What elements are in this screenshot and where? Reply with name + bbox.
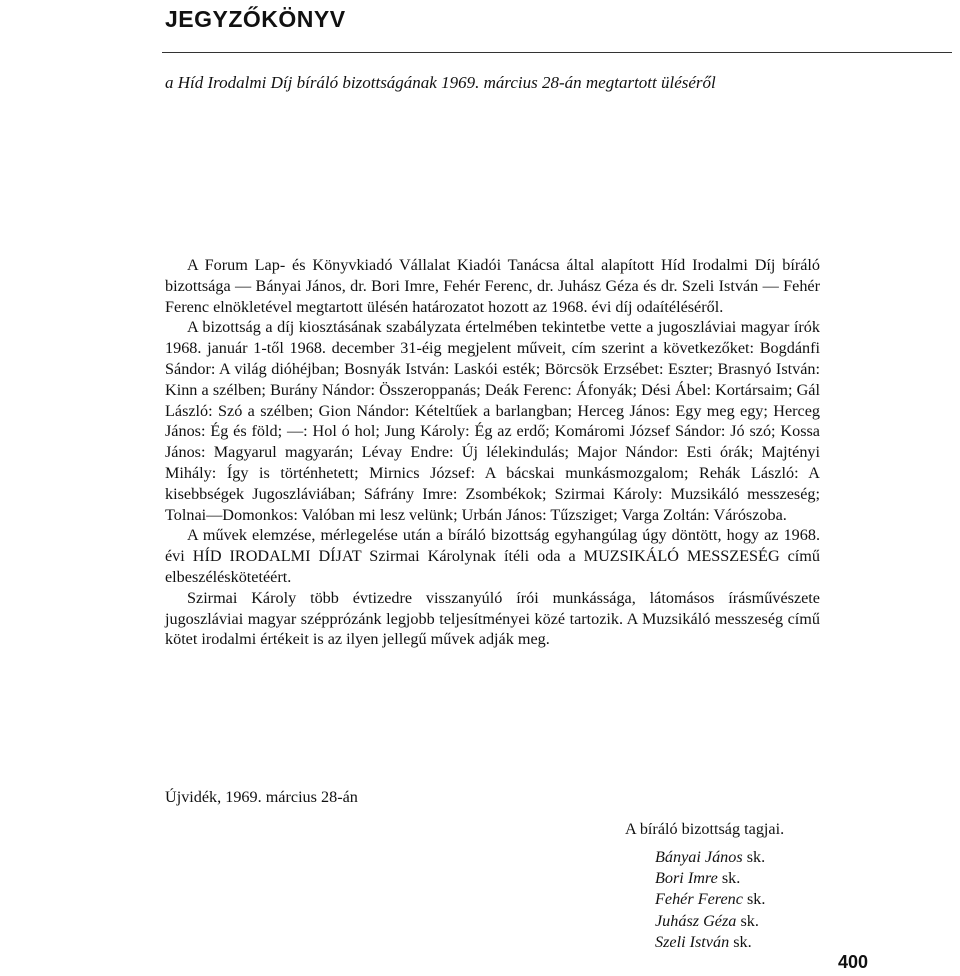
page-number: 400: [838, 952, 869, 972]
signature-entry: [655, 911, 765, 932]
signature-suffix: sk.: [746, 848, 766, 866]
signature-name: Juhász Géza: [655, 911, 737, 930]
place-date: Újvidék, 1969. március 28-án: [165, 788, 358, 806]
title-divider: [162, 52, 952, 53]
signature-entry: [655, 889, 765, 910]
signature-name: Bányai János: [655, 848, 743, 866]
document-subtitle: a Híd Irodalmi Díj bíráló bizottságának 1969. március 28-án megtartott üléséről: [165, 73, 716, 92]
document-title: JEGYZŐKÖNYV: [165, 6, 346, 32]
signature-suffix: sk.: [740, 911, 759, 930]
paragraph-works-considered: A bizottság a díj kiosztásának szabályzata értelmében tekintetbe vette a jugoszláviai magyar írók 1968. január 1-től 1968. december 31-éig megjelent műveit, cím szerint a következőket: Bogdánfi Sándor: A világ dióhéjban; Bosnyák István: Laskói esték; Börcsök Erzsébet: Eszter; Brasnyó István: Kinn a szélben; Burány Nándor: Összeroppanás; Deák Ferenc: Áfonyák; Dési Ábel: Kortársaim; Gál László: Szó a szélben; Gion Nándor: Kételtűek a barlangban; Herceg János: Egy meg egy; Herceg János: Ég és föld; —: Hol ó hol; Jung Károly: Ég az erdő; Komáromi József Sándor: Jó szó; Kossa János: Magyarul magyarán; Lévay Endre: Új lélekindulás; Major Nándor: Esti órák; Majtényi Mihály: Így is történhetett; Mirnics József: A bácskai munkásmozgalom; Rehák László: A kisebbségek Jugoszláviában; Sáfrány Imre: Zsombékok; Szirmai Károly: Muzsikáló messzeség; Tolnai—Domonkos: Valóban mi lesz velünk; Urbán János: Tűzsziget; Varga Zoltán: Várószoba.: [165, 318, 820, 524]
paragraph-justification: Szirmai Károly több évtizedre visszanyúló írói munkássága, látomásos írásművészete jugoszláviai magyar szépprózánk legjobb teljesítményei közé tartozik. A Muzsikáló messzeség című kötet irodalmi értékeit is az ilyen jellegű művek adják meg.: [165, 588, 820, 649]
paragraph-committee: A Forum Lap- és Könyvkiadó Vállalat Kiadói Tanácsa által alapított Híd Irodalmi Díj bíráló bizottsága — Bányai János, dr. Bori Imre, Fehér Ferenc, dr. Juhász Géza és dr. Szeli István — Fehér Ferenc elnökletével megtartott ülésén határozatot hozott az 1968. évi díj odaítéléséről.: [165, 256, 820, 316]
signature-entry: [655, 868, 765, 889]
signature-suffix: sk.: [733, 932, 752, 951]
signature-suffix: sk.: [721, 869, 741, 888]
committee-members-heading: A bíráló bizottság tagjai.: [625, 820, 785, 838]
body-text: [165, 255, 820, 650]
paragraph-decision: A művek elemzése, mérlegelése után a bíráló bizottság egyhangúlag úgy döntött, hogy az 1968. évi HÍD IRODALMI DÍJAT Szirmai Károlynak ítéli oda a MUZSIKÁLÓ MESSZESÉG című elbeszéléskötetéért.: [165, 526, 820, 586]
signature-entry: [655, 847, 765, 868]
signature-name: Fehér Ferenc: [655, 890, 743, 909]
signature-entry: [655, 932, 765, 953]
signature-name: Szeli István: [655, 932, 730, 951]
signature-list: [655, 847, 765, 953]
signature-name: Bori Imre: [655, 869, 718, 888]
signature-suffix: sk.: [746, 890, 766, 909]
